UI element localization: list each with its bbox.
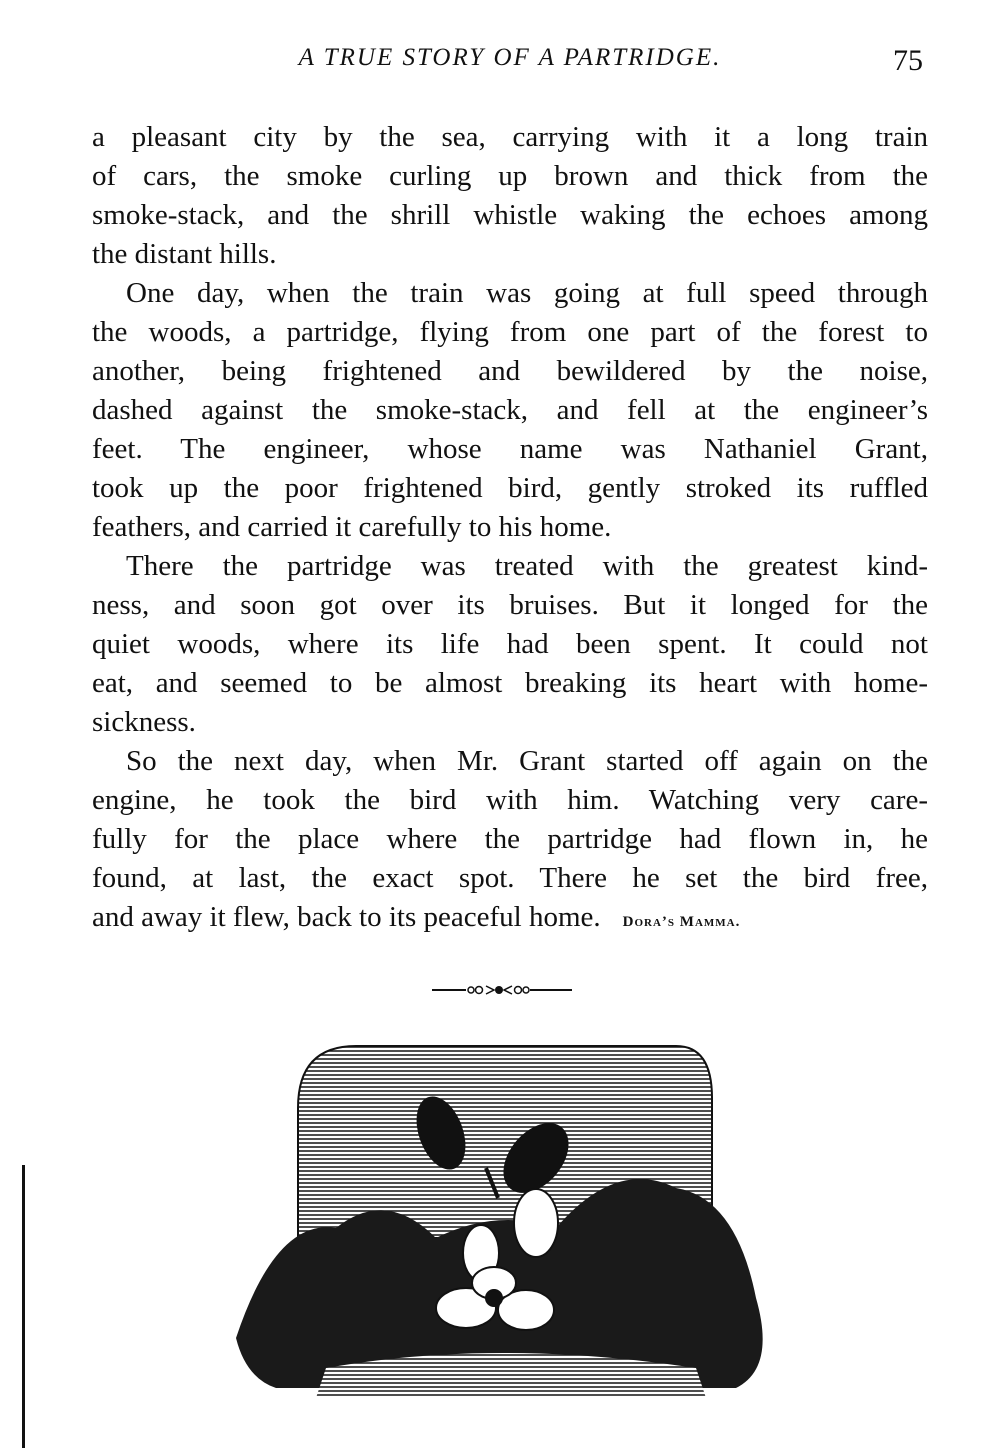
text-line: a pleasant city by the sea, carrying with it a long train: [92, 121, 928, 153]
text-line: sickness.: [92, 706, 196, 738]
text-line: There the partridge was treated with the greatest kind-: [126, 550, 928, 582]
text-line: So the next day, when Mr. Grant started off again on the: [126, 745, 928, 777]
text-line: dashed against the smoke-stack, and fell at the engineer’s: [92, 394, 928, 426]
running-title: A TRUE STORY OF A PARTRIDGE.: [298, 44, 722, 71]
scan-edge-line: [22, 1165, 25, 1448]
story-text: [92, 118, 928, 937]
text-line-content: and away it flew, back to its peaceful home.: [92, 901, 601, 933]
text-line: took up the poor frightened bird, gently stroked its ruffled: [92, 472, 928, 504]
ornament-divider: [432, 982, 572, 998]
text-line: eat, and seemed to be almost breaking its heart with home-: [92, 667, 928, 699]
text-line: of cars, the smoke curling up brown and thick from the: [92, 160, 928, 192]
text-line: quiet woods, where its life had been spent. It could not: [92, 628, 928, 660]
text-line: the woods, a partridge, flying from one part of the forest to: [92, 316, 928, 348]
text-line: feet. The engineer, whose name was Nathaniel Grant,: [92, 433, 928, 465]
text-line: One day, when the train was going at full speed through: [126, 277, 928, 309]
page-number: 75: [893, 44, 923, 77]
text-line: engine, he took the bird with him. Watching very care-: [92, 784, 928, 816]
text-line: another, being frightened and bewildered by the noise,: [92, 355, 928, 387]
text-line: smoke-stack, and the shrill whistle waking the echoes among: [92, 199, 928, 231]
text-line: ness, and soon got over its bruises. But it longed for the: [92, 589, 928, 621]
author-signature: Dora’s Mamma.: [622, 914, 741, 930]
text-line: found, at last, the exact spot. There he set the bird free,: [92, 862, 928, 894]
text-line: [92, 898, 928, 937]
butterfly-engraving: [236, 1038, 776, 1408]
text-line: feathers, and carried it carefully to his home.: [92, 511, 612, 543]
text-line: fully for the place where the partridge had flown in, he: [92, 823, 928, 855]
text-line: the distant hills.: [92, 238, 277, 270]
